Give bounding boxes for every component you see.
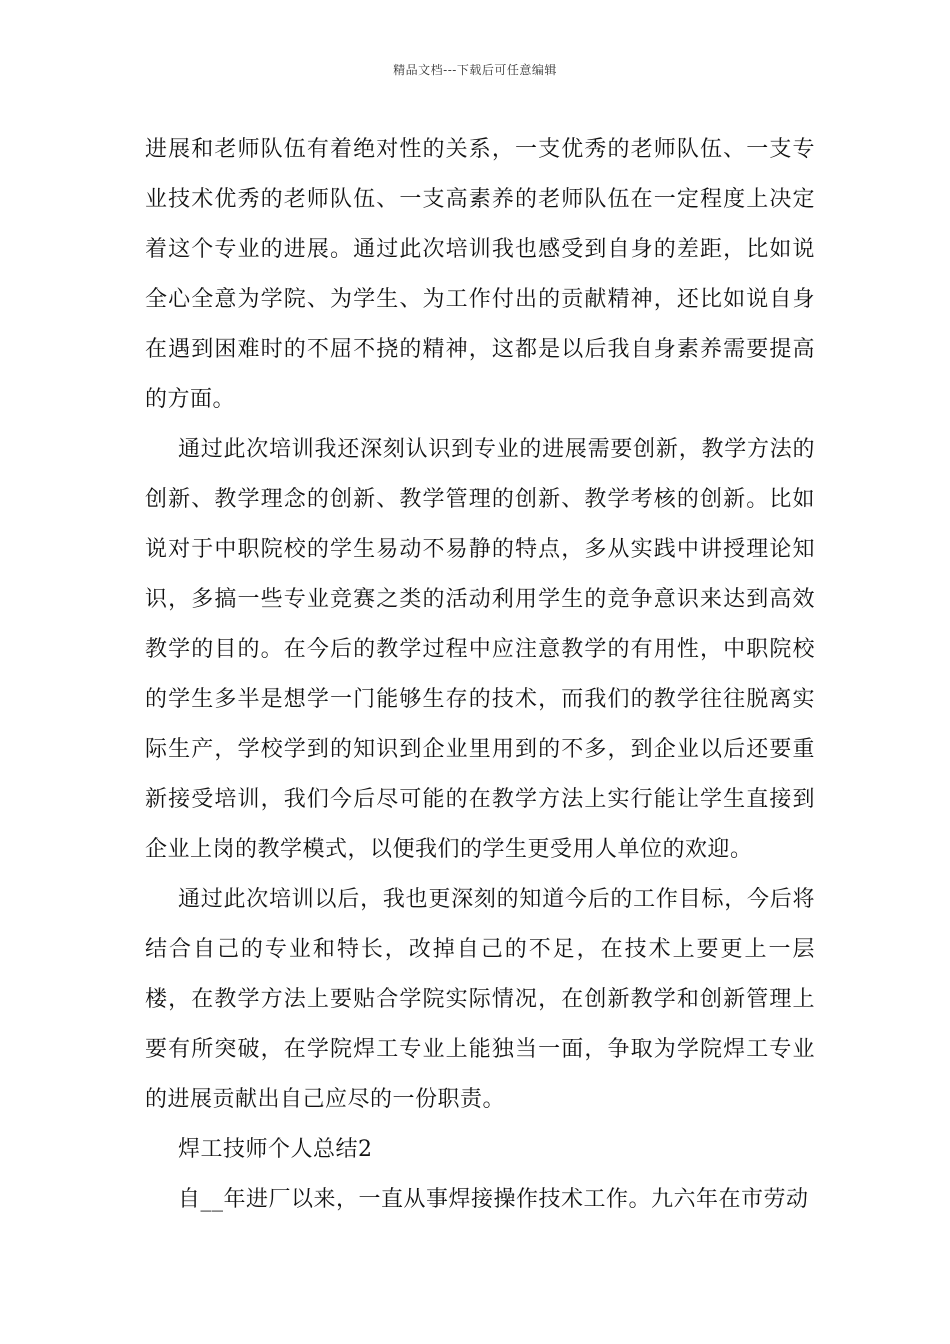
paragraph-1: 进展和老师队伍有着绝对性的关系，一支优秀的老师队伍、一支专业技术优秀的老师队伍、一支高素养的老师队伍在一定程度上决定着这个专业的进展。通过此次培训我也感受到自身的差距，比如说全心全意为学院、为学生、为工作付出的贡献精神，还比如说自身在遇到困难时的不屈不挠的精神，这都是以后我自身素养需要提高的方面。	[145, 137, 815, 412]
page-header: 精品文档---下载后可任意编辑	[393, 63, 557, 77]
section-heading: 焊工技师个人总结2	[178, 1137, 373, 1162]
paragraph-2: 通过此次培训我还深刻认识到专业的进展需要创新，教学方法的创新、教学理念的创新、教学管理的创新、教学考核的创新。比如说对于中职院校的学生易动不易静的特点，多从实践中讲授理论知识，多搞一些专业竞赛之类的活动利用学生的竞争意识来达到高效教学的目的。在今后的教学过程中应注意教学的有用性，中职院校的学生多半是想学一门能够生存的技术，而我们的教学往往脱离实际生产，学校学到的知识到企业里用到的不多，到企业以后还要重新接受培训，我们今后尽可能的在教学方法上实行能让学生直接到企业上岗的教学模式，以便我们的学生更受用人单位的欢迎。	[145, 437, 815, 862]
paragraph-4: 自__年进厂以来，一直从事焊接操作技术工作。九六年在市劳动	[178, 1187, 809, 1212]
document-body	[145, 125, 815, 1225]
paragraph-3: 通过此次培训以后，我也更深刻的知道今后的工作目标，今后将结合自己的专业和特长，改掉自己的不足，在技术上要更上一层楼，在教学方法上要贴合学院实际情况，在创新教学和创新管理上要有所突破，在学院焊工专业上能独当一面，争取为学院焊工专业的进展贡献出自己应尽的一份职责。	[145, 887, 815, 1112]
